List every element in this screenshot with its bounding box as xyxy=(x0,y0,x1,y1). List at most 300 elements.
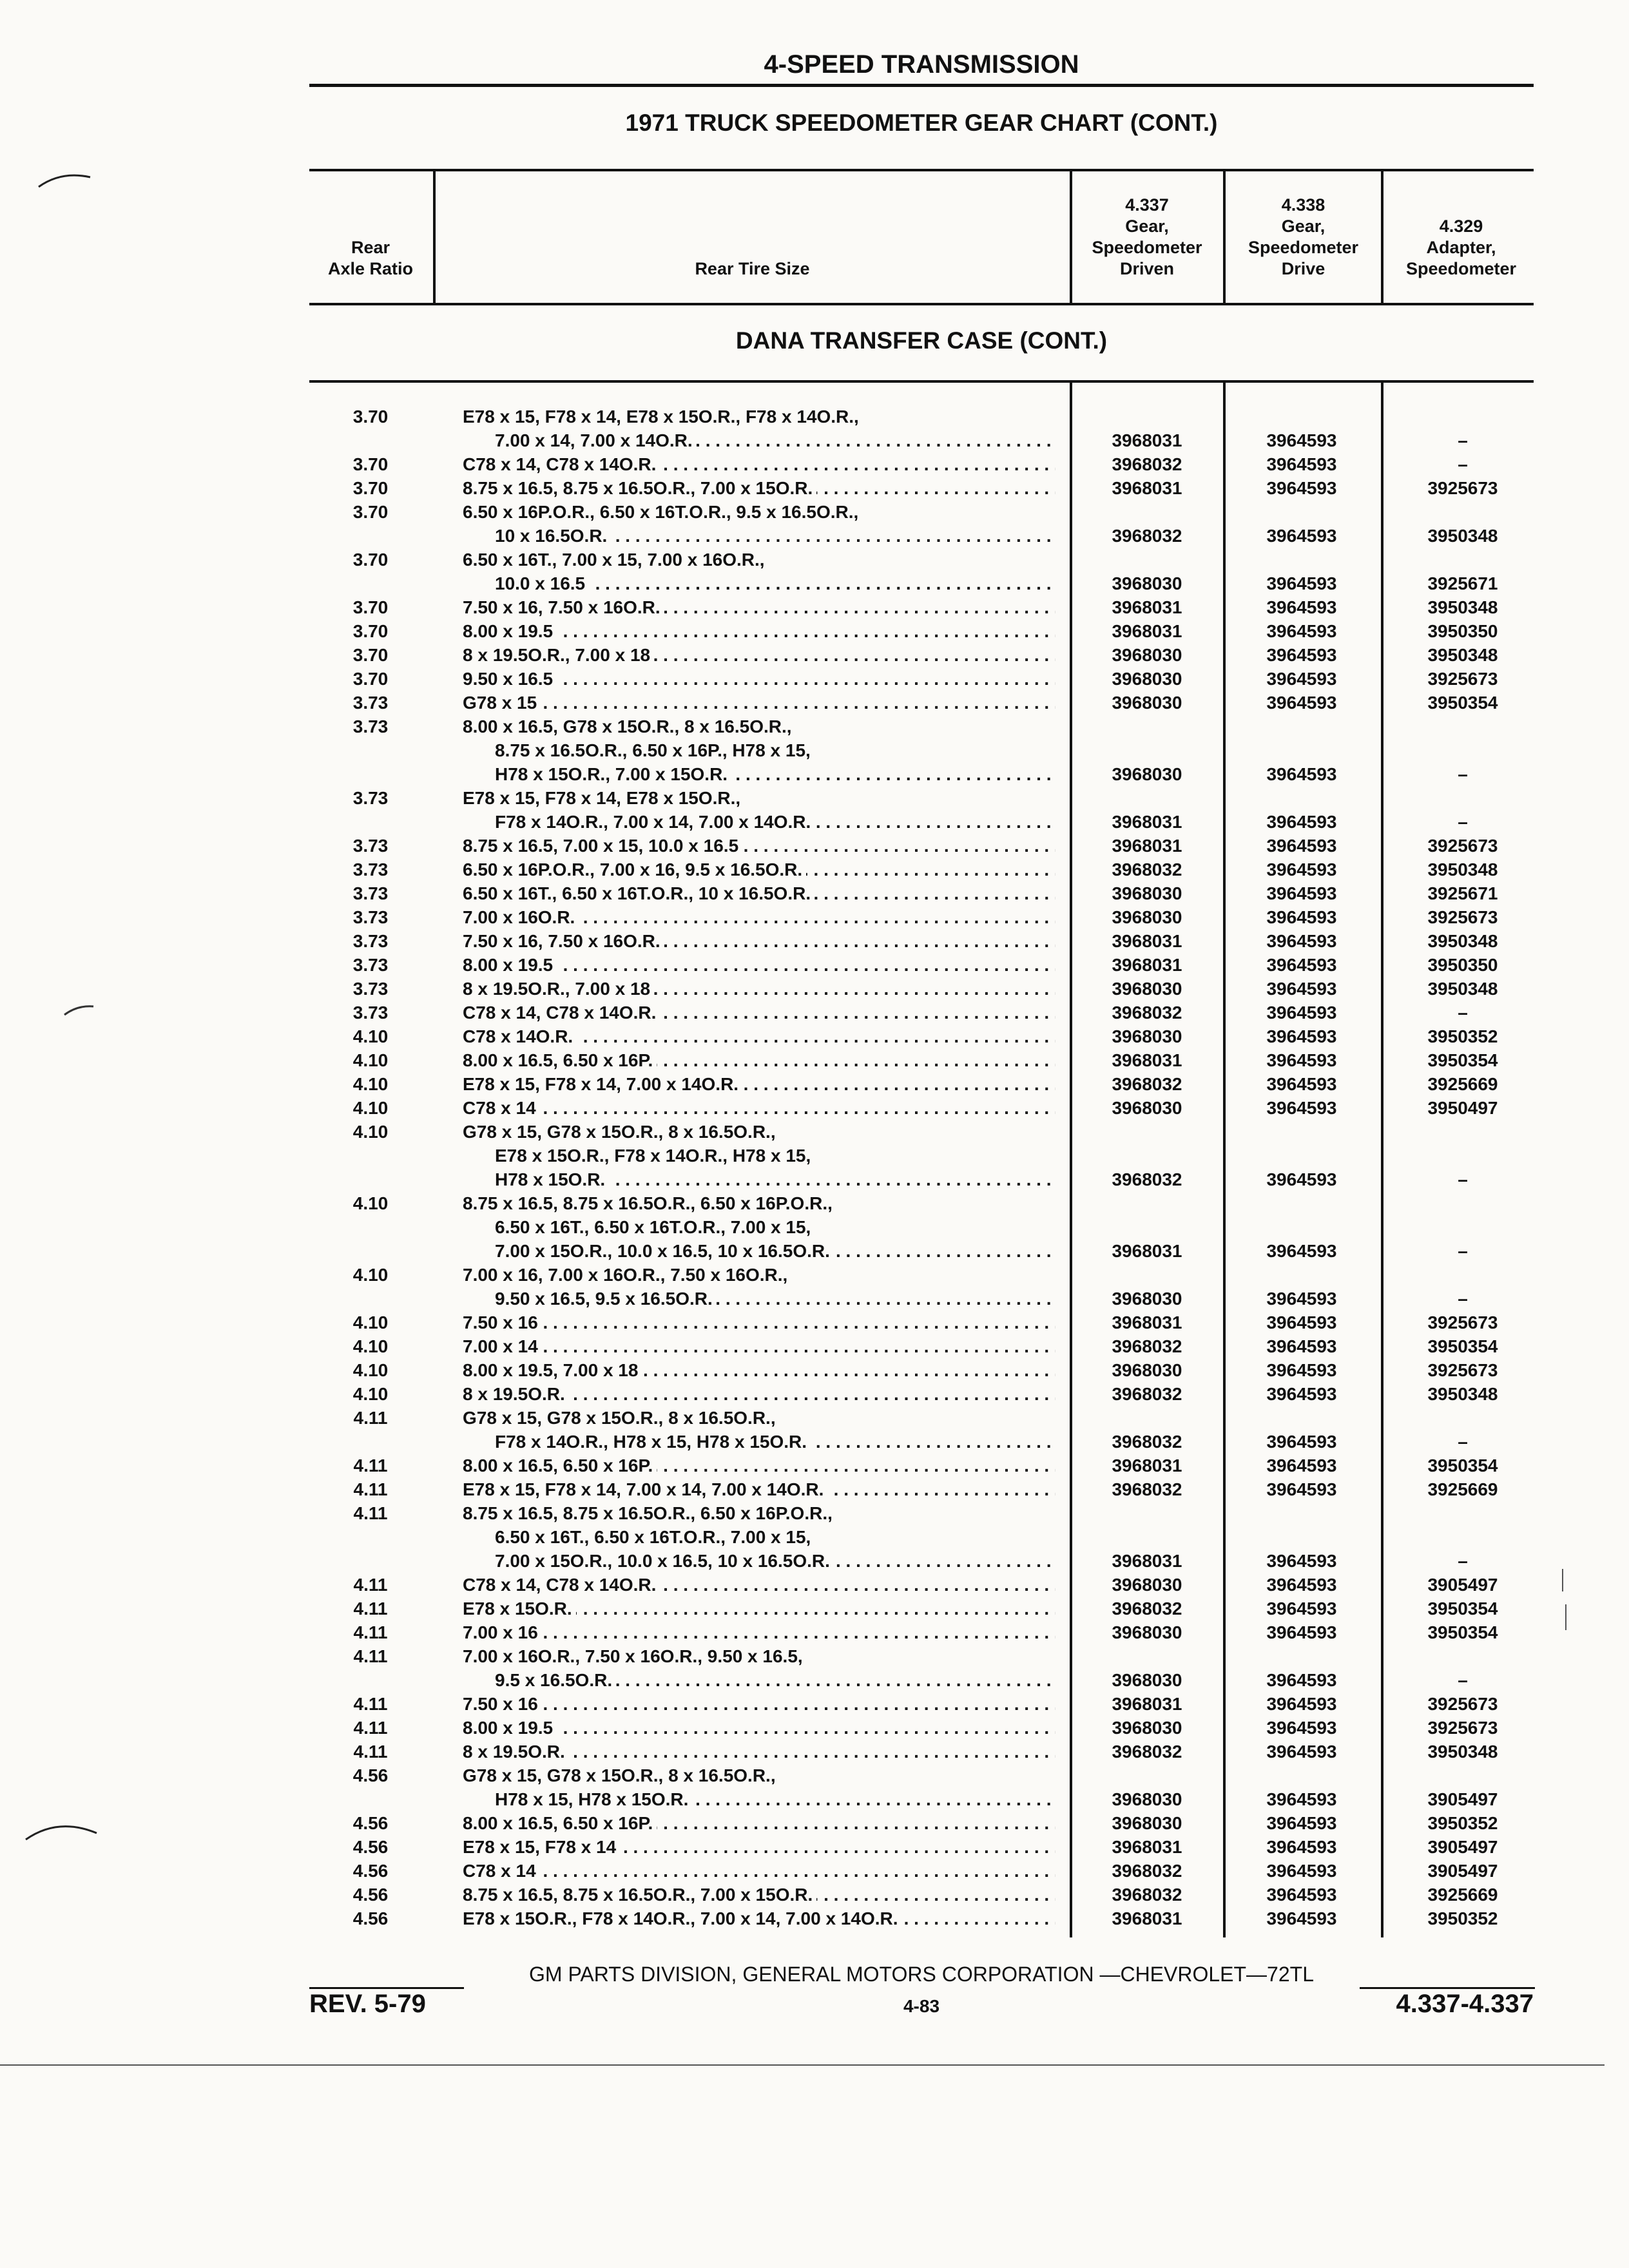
speedometer-adapter: – xyxy=(1458,1003,1468,1023)
speedometer-driven-gear: 3968030 xyxy=(1112,764,1182,784)
rear-axle-ratio: 3.73 xyxy=(352,716,389,736)
rear-axle-ratio: 3.70 xyxy=(352,407,389,427)
footer-publisher: GM PARTS DIVISION, GENERAL MOTORS CORPORATION —CHEVROLET—72TL xyxy=(529,1963,1314,1986)
speedometer-driven-gear: 3968031 xyxy=(1112,1694,1182,1714)
speedometer-drive-gear: 3964593 xyxy=(1266,1074,1337,1094)
speedometer-driven-gear: 3968032 xyxy=(1112,1599,1182,1619)
tire-size-text: 10.0 x 16.5 xyxy=(495,573,589,593)
rear-tire-size xyxy=(463,1835,1055,1859)
speedometer-adapter: 3925671 xyxy=(1427,573,1498,593)
speedometer-driven-gear: 3968031 xyxy=(1112,1551,1182,1571)
speedometer-driven-gear: 3968032 xyxy=(1112,1432,1182,1452)
tire-size-text: E78 x 15, F78 x 14, 7.00 x 14O.R. xyxy=(463,1074,742,1094)
rear-tire-size xyxy=(463,643,1055,667)
speedometer-drive-gear: 3964593 xyxy=(1266,430,1337,450)
header-line: 4.337 xyxy=(1125,195,1169,215)
speedometer-adapter: 3925671 xyxy=(1427,883,1498,903)
tire-size-text: 7.50 x 16, 7.50 x 16O.R. xyxy=(463,597,664,617)
speedometer-driven-gear: 3968031 xyxy=(1112,955,1182,975)
rear-tire-size xyxy=(495,572,1055,595)
speedometer-driven-gear: 3968031 xyxy=(1112,1837,1182,1857)
speedometer-drive-gear: 3964593 xyxy=(1266,1885,1337,1905)
rear-axle-ratio: 4.10 xyxy=(352,1122,389,1142)
speedometer-adapter: 3950350 xyxy=(1427,955,1498,975)
speedometer-adapter: 3950354 xyxy=(1427,1336,1498,1356)
speedometer-drive-gear: 3964593 xyxy=(1266,1551,1337,1571)
rear-tire-size xyxy=(463,1907,1055,1930)
tire-size-text: F78 x 14O.R., H78 x 15, H78 x 15O.R. xyxy=(495,1432,811,1452)
rear-axle-ratio: 4.10 xyxy=(352,1050,389,1070)
rear-axle-ratio: 4.11 xyxy=(353,1718,388,1738)
rear-axle-ratio: 3.73 xyxy=(352,907,389,927)
chart-title: 1971 TRUCK SPEEDOMETER GEAR CHART (CONT.) xyxy=(625,110,1218,136)
tire-size-text: 7.50 x 16 xyxy=(463,1312,542,1332)
tire-size-text: 8 x 19.5O.R. xyxy=(463,1384,569,1404)
rear-axle-ratio: 3.73 xyxy=(352,955,389,975)
speedometer-drive-gear: 3964593 xyxy=(1266,669,1337,689)
tire-size-text: 7.00 x 16O.R., 7.50 x 16O.R., 9.50 x 16.5, xyxy=(463,1646,807,1666)
speedometer-driven-gear: 3968031 xyxy=(1112,597,1182,617)
header-line: 4.329 xyxy=(1439,216,1483,236)
rear-axle-ratio: 4.11 xyxy=(353,1479,388,1499)
tire-size-text: 6.50 x 16P.O.R., 7.00 x 16, 9.5 x 16.5O.R. xyxy=(463,860,806,879)
speedometer-drive-gear: 3964593 xyxy=(1266,979,1337,999)
rear-axle-ratio: 3.70 xyxy=(352,550,389,570)
speedometer-drive-gear: 3964593 xyxy=(1266,1742,1337,1762)
speedometer-driven-gear: 3968030 xyxy=(1112,1789,1182,1809)
rear-tire-size xyxy=(495,1668,1055,1692)
rear-tire-size xyxy=(495,1239,1055,1263)
rear-axle-ratio: 4.10 xyxy=(352,1312,389,1332)
rear-tire-size xyxy=(495,1287,1055,1311)
speedometer-adapter: – xyxy=(1458,764,1468,784)
rear-axle-ratio: 3.70 xyxy=(352,621,389,641)
tire-size-text: G78 x 15, G78 x 15O.R., 8 x 16.5O.R., xyxy=(463,1408,780,1428)
speedometer-adapter: 3925673 xyxy=(1427,1694,1498,1714)
speedometer-adapter: 3905497 xyxy=(1427,1575,1498,1595)
speedometer-drive-gear: 3964593 xyxy=(1266,1050,1337,1070)
speedometer-drive-gear: 3964593 xyxy=(1266,621,1337,641)
footer-page-number: 4-83 xyxy=(903,1996,940,2016)
rear-tire-size xyxy=(495,1430,1055,1454)
speedometer-adapter: 3950352 xyxy=(1427,1026,1498,1046)
speedometer-driven-gear: 3968031 xyxy=(1112,1050,1182,1070)
footer-section-ref: 4.337-4.337 xyxy=(1396,1990,1534,2018)
rear-tire-size xyxy=(495,428,1055,452)
rear-axle-ratio: 3.73 xyxy=(352,931,389,951)
tire-size-text: 8.75 x 16.5, 8.75 x 16.5O.R., 7.00 x 15O.R. xyxy=(463,478,816,498)
tire-size-text: 7.00 x 16O.R. xyxy=(463,907,579,927)
rear-tire-size xyxy=(463,977,1055,1001)
speedometer-drive-gear: 3964593 xyxy=(1266,1718,1337,1738)
header-line: Gear, xyxy=(1281,216,1325,236)
tire-size-text: 7.00 x 15O.R., 10.0 x 16.5, 10 x 16.5O.R. xyxy=(495,1241,834,1261)
speedometer-drive-gear: 3964593 xyxy=(1266,836,1337,856)
speedometer-adapter: 3905497 xyxy=(1427,1789,1498,1809)
tire-size-text: 7.50 x 16 xyxy=(463,1694,542,1714)
rear-tire-size xyxy=(463,1334,1055,1358)
speedometer-driven-gear: 3968032 xyxy=(1112,1074,1182,1094)
speedometer-driven-gear: 3968031 xyxy=(1112,430,1182,450)
rear-axle-ratio: 3.73 xyxy=(352,788,389,808)
speedometer-drive-gear: 3964593 xyxy=(1266,955,1337,975)
speedometer-adapter: 3950354 xyxy=(1427,1456,1498,1475)
rear-axle-ratio: 3.70 xyxy=(352,454,389,474)
tire-size-text: H78 x 15, H78 x 15O.R. xyxy=(495,1789,692,1809)
speedometer-drive-gear: 3964593 xyxy=(1266,1575,1337,1595)
rear-axle-ratio: 4.56 xyxy=(352,1813,389,1833)
speedometer-adapter: 3925673 xyxy=(1427,1312,1498,1332)
header-line: Speedometer xyxy=(1248,238,1359,257)
speedometer-adapter: – xyxy=(1458,1551,1468,1571)
speedometer-driven-gear: 3968032 xyxy=(1112,860,1182,879)
rear-axle-ratio: 4.11 xyxy=(353,1575,388,1595)
rear-axle-ratio: 3.73 xyxy=(352,979,389,999)
speedometer-drive-gear: 3964593 xyxy=(1266,573,1337,593)
rear-tire-size xyxy=(463,858,1055,881)
speedometer-adapter: 3950348 xyxy=(1427,526,1498,546)
speedometer-drive-gear: 3964593 xyxy=(1266,478,1337,498)
rear-axle-ratio: 4.11 xyxy=(353,1456,388,1475)
rear-tire-size xyxy=(463,1859,1055,1883)
speedometer-drive-gear: 3964593 xyxy=(1266,597,1337,617)
speedometer-drive-gear: 3964593 xyxy=(1266,1479,1337,1499)
tire-size-text: C78 x 14, C78 x 14O.R. xyxy=(463,1003,660,1023)
speedometer-driven-gear: 3968031 xyxy=(1112,931,1182,951)
speedometer-driven-gear: 3968030 xyxy=(1112,979,1182,999)
rear-tire-size xyxy=(463,1024,1055,1048)
speedometer-adapter: 3905497 xyxy=(1427,1861,1498,1881)
speedometer-drive-gear: 3964593 xyxy=(1266,693,1337,713)
speedometer-drive-gear: 3964593 xyxy=(1266,1169,1337,1189)
speedometer-drive-gear: 3964593 xyxy=(1266,526,1337,546)
tire-size-text: 8 x 19.5O.R., 7.00 x 18 xyxy=(463,979,654,999)
rear-axle-ratio: 4.11 xyxy=(353,1599,388,1619)
tire-size-text: 8.00 x 19.5 xyxy=(463,621,557,641)
speedometer-driven-gear: 3968030 xyxy=(1112,645,1182,665)
speedometer-adapter: 3925673 xyxy=(1427,669,1498,689)
speedometer-adapter: 3950352 xyxy=(1427,1813,1498,1833)
tire-size-text: 6.50 x 16T., 7.00 x 15, 7.00 x 16O.R., xyxy=(463,550,769,570)
speedometer-driven-gear: 3968032 xyxy=(1112,454,1182,474)
tire-size-text: 8.75 x 16.5, 8.75 x 16.5O.R., 7.00 x 15O.R. xyxy=(463,1885,816,1905)
tire-size-text: 10 x 16.5O.R. xyxy=(495,526,611,546)
speedometer-adapter: – xyxy=(1458,812,1468,832)
rear-tire-size xyxy=(463,691,1055,715)
speedometer-driven-gear: 3968030 xyxy=(1112,1670,1182,1690)
rear-axle-ratio: 4.11 xyxy=(353,1646,388,1666)
speedometer-adapter: 3950348 xyxy=(1427,979,1498,999)
rear-tire-size xyxy=(463,476,1055,500)
speedometer-driven-gear: 3968031 xyxy=(1112,1456,1182,1475)
tire-size-text: F78 x 14O.R., 7.00 x 14, 7.00 x 14O.R. xyxy=(495,812,815,832)
rear-axle-ratio: 4.11 xyxy=(353,1694,388,1714)
speedometer-adapter: 3925669 xyxy=(1427,1074,1498,1094)
rear-tire-size xyxy=(463,1883,1055,1907)
speedometer-drive-gear: 3964593 xyxy=(1266,907,1337,927)
header-line: 4.338 xyxy=(1281,195,1325,215)
speedometer-driven-gear: 3968030 xyxy=(1112,669,1182,689)
tire-size-text: H78 x 15O.R., 7.00 x 15O.R. xyxy=(495,764,731,784)
rear-tire-size xyxy=(463,452,1055,476)
tire-size-text: E78 x 15, F78 x 14, 7.00 x 14, 7.00 x 14O.R. xyxy=(463,1479,827,1499)
speedometer-drive-gear: 3964593 xyxy=(1266,1026,1337,1046)
speedometer-adapter: 3950350 xyxy=(1427,621,1498,641)
rear-tire-size xyxy=(495,524,1055,548)
rear-axle-ratio: 3.70 xyxy=(352,669,389,689)
rear-axle-ratio: 4.10 xyxy=(352,1265,389,1285)
speedometer-adapter: – xyxy=(1458,430,1468,450)
speedometer-driven-gear: 3968030 xyxy=(1112,693,1182,713)
speedometer-adapter: 3905497 xyxy=(1427,1837,1498,1857)
speedometer-drive-gear: 3964593 xyxy=(1266,1861,1337,1881)
rear-tire-size xyxy=(463,1716,1055,1740)
rear-tire-size xyxy=(463,667,1055,691)
rear-tire-size xyxy=(463,881,1055,905)
rear-axle-ratio: 3.70 xyxy=(352,502,389,522)
speedometer-adapter: – xyxy=(1458,1670,1468,1690)
rear-axle-ratio: 4.10 xyxy=(352,1384,389,1404)
speedometer-driven-gear: 3968032 xyxy=(1112,1861,1182,1881)
speedometer-driven-gear: 3968030 xyxy=(1112,1813,1182,1833)
rear-axle-ratio: 4.10 xyxy=(352,1193,389,1213)
speedometer-driven-gear: 3968032 xyxy=(1112,1336,1182,1356)
speedometer-driven-gear: 3968030 xyxy=(1112,1289,1182,1309)
tire-size-text: 7.00 x 14 xyxy=(463,1336,542,1356)
rear-axle-ratio: 4.56 xyxy=(352,1765,389,1785)
rear-axle-ratio: 3.70 xyxy=(352,478,389,498)
rear-tire-size xyxy=(463,905,1055,929)
tire-size-text: 8.00 x 16.5, 6.50 x 16P. xyxy=(463,1813,657,1833)
speedometer-drive-gear: 3964593 xyxy=(1266,454,1337,474)
speedometer-driven-gear: 3968030 xyxy=(1112,573,1182,593)
footer-revision: REV. 5-79 xyxy=(309,1990,426,2018)
tire-size-text: E78 x 15, F78 x 14 xyxy=(463,1837,620,1857)
speedometer-drive-gear: 3964593 xyxy=(1266,1694,1337,1714)
tire-size-text: 8.00 x 19.5, 7.00 x 18 xyxy=(463,1360,642,1380)
rear-tire-size xyxy=(463,1620,1055,1644)
tire-size-text: 7.00 x 15O.R., 10.0 x 16.5, 10 x 16.5O.R. xyxy=(495,1551,834,1571)
speedometer-adapter: – xyxy=(1458,1169,1468,1189)
speedometer-driven-gear: 3968032 xyxy=(1112,1742,1182,1762)
rear-axle-ratio: 4.56 xyxy=(352,1908,389,1928)
speedometer-drive-gear: 3964593 xyxy=(1266,1789,1337,1809)
speedometer-adapter: 3950354 xyxy=(1427,1599,1498,1619)
speedometer-adapter: 3925673 xyxy=(1427,478,1498,498)
tire-size-text: 6.50 x 16T., 6.50 x 16T.O.R., 10 x 16.5O.R. xyxy=(463,883,815,903)
rear-tire-size xyxy=(463,619,1055,643)
speedometer-driven-gear: 3968032 xyxy=(1112,526,1182,546)
tire-size-text: C78 x 14 xyxy=(463,1861,540,1881)
speedometer-driven-gear: 3968032 xyxy=(1112,1885,1182,1905)
rear-tire-size xyxy=(463,595,1055,619)
rear-axle-ratio: 4.56 xyxy=(352,1837,389,1857)
rear-tire-size xyxy=(463,1811,1055,1835)
tire-size-text: E78 x 15O.R., F78 x 14O.R., H78 x 15, xyxy=(495,1146,815,1166)
header-line: Adapter, xyxy=(1426,238,1496,257)
rear-axle-ratio: 4.11 xyxy=(353,1742,388,1762)
rear-tire-size xyxy=(463,1001,1055,1024)
speedometer-drive-gear: 3964593 xyxy=(1266,645,1337,665)
speedometer-driven-gear: 3968032 xyxy=(1112,1003,1182,1023)
speedometer-adapter: 3925673 xyxy=(1427,907,1498,927)
section-subheading: DANA TRANSFER CASE (CONT.) xyxy=(735,327,1108,354)
speedometer-drive-gear: 3964593 xyxy=(1266,1336,1337,1356)
speedometer-drive-gear: 3964593 xyxy=(1266,1360,1337,1380)
rear-axle-ratio: 3.73 xyxy=(352,860,389,879)
speedometer-driven-gear: 3968030 xyxy=(1112,1622,1182,1642)
rear-axle-ratio: 4.11 xyxy=(353,1622,388,1642)
rear-tire-size xyxy=(463,1096,1055,1120)
speedometer-adapter: 3925673 xyxy=(1427,1360,1498,1380)
rear-tire-size xyxy=(463,953,1055,977)
speedometer-drive-gear: 3964593 xyxy=(1266,931,1337,951)
rear-tire-size xyxy=(495,1549,1055,1573)
tire-size-text: 6.50 x 16T., 6.50 x 16T.O.R., 7.00 x 15, xyxy=(495,1527,815,1547)
rear-axle-ratio: 4.11 xyxy=(353,1408,388,1428)
tire-size-text: 6.50 x 16T., 6.50 x 16T.O.R., 7.00 x 15, xyxy=(495,1217,815,1237)
tire-size-text: C78 x 14, C78 x 14O.R. xyxy=(463,1575,660,1595)
tire-size-text: 8 x 19.5O.R. xyxy=(463,1742,569,1762)
tire-size-text: 8.00 x 16.5, 6.50 x 16P. xyxy=(463,1050,657,1070)
speedometer-drive-gear: 3964593 xyxy=(1266,1837,1337,1857)
header-line: Driven xyxy=(1119,259,1175,278)
rear-tire-size xyxy=(463,1382,1055,1406)
speedometer-drive-gear: 3964593 xyxy=(1266,860,1337,879)
rear-axle-ratio: 4.11 xyxy=(353,1503,388,1523)
header-line: Axle Ratio xyxy=(327,259,414,278)
speedometer-drive-gear: 3964593 xyxy=(1266,1241,1337,1261)
header-rear-tire-size: Rear Tire Size xyxy=(695,259,810,278)
rear-axle-ratio: 3.73 xyxy=(352,1003,389,1023)
speedometer-driven-gear: 3968030 xyxy=(1112,1098,1182,1118)
rear-axle-ratio: 3.70 xyxy=(352,645,389,665)
tire-size-text: 9.5 x 16.5O.R. xyxy=(495,1670,616,1690)
speedometer-drive-gear: 3964593 xyxy=(1266,1312,1337,1332)
speedometer-adapter: 3925669 xyxy=(1427,1479,1498,1499)
speedometer-driven-gear: 3968032 xyxy=(1112,1384,1182,1404)
tire-size-text: C78 x 14, C78 x 14O.R. xyxy=(463,454,660,474)
section-title: 4-SPEED TRANSMISSION xyxy=(764,50,1079,79)
rear-axle-ratio: 4.56 xyxy=(352,1861,389,1881)
rear-axle-ratio: 3.73 xyxy=(352,883,389,903)
speedometer-drive-gear: 3964593 xyxy=(1266,1003,1337,1023)
speedometer-driven-gear: 3968031 xyxy=(1112,1908,1182,1928)
tire-size-text: 7.00 x 16, 7.00 x 16O.R., 7.50 x 16O.R., xyxy=(463,1265,791,1285)
speedometer-driven-gear: 3968031 xyxy=(1112,812,1182,832)
rear-tire-size xyxy=(463,1311,1055,1334)
header-line: Speedometer xyxy=(1405,259,1517,278)
tire-size-text: 8.75 x 16.5, 8.75 x 16.5O.R., 6.50 x 16P.O.R., xyxy=(463,1503,836,1523)
speedometer-driven-gear: 3968032 xyxy=(1112,1169,1182,1189)
tire-size-text: 8.00 x 16.5, G78 x 15O.R., 8 x 16.5O.R., xyxy=(463,716,796,736)
speedometer-drive-gear: 3964593 xyxy=(1266,1098,1337,1118)
tire-size-text: E78 x 15, F78 x 14, E78 x 15O.R., xyxy=(463,788,744,808)
rear-tire-size xyxy=(463,1597,1055,1620)
speedometer-drive-gear: 3964593 xyxy=(1266,1456,1337,1475)
speedometer-adapter: 3950348 xyxy=(1427,860,1498,879)
rear-axle-ratio: 3.73 xyxy=(352,693,389,713)
speedometer-driven-gear: 3968030 xyxy=(1112,1360,1182,1380)
speedometer-adapter: 3950348 xyxy=(1427,597,1498,617)
rear-axle-ratio: 4.56 xyxy=(352,1885,389,1905)
rear-tire-size xyxy=(463,1454,1055,1477)
speedometer-driven-gear: 3968031 xyxy=(1112,1241,1182,1261)
header-line: Drive xyxy=(1281,259,1325,278)
speedometer-adapter: 3950354 xyxy=(1427,693,1498,713)
rear-axle-ratio: 4.10 xyxy=(352,1026,389,1046)
speedometer-adapter: 3950348 xyxy=(1427,931,1498,951)
rear-tire-size xyxy=(495,762,1055,786)
rear-axle-ratio: 3.70 xyxy=(352,597,389,617)
rear-tire-size xyxy=(495,1787,1055,1811)
rear-tire-size xyxy=(463,929,1055,953)
rear-axle-ratio: 4.10 xyxy=(352,1098,389,1118)
tire-size-text: C78 x 14 xyxy=(463,1098,540,1118)
speedometer-drive-gear: 3964593 xyxy=(1266,1813,1337,1833)
tire-size-text: G78 x 15 xyxy=(463,693,541,713)
tire-size-text: 6.50 x 16P.O.R., 6.50 x 16T.O.R., 9.5 x 16.5O.R., xyxy=(463,502,862,522)
header-line: Rear xyxy=(351,238,390,257)
rear-axle-ratio: 4.10 xyxy=(352,1336,389,1356)
rear-tire-size xyxy=(463,1740,1055,1763)
header-line: Gear, xyxy=(1125,216,1169,236)
speedometer-driven-gear: 3968031 xyxy=(1112,1312,1182,1332)
speedometer-adapter: 3925673 xyxy=(1427,836,1498,856)
speedometer-driven-gear: 3968031 xyxy=(1112,621,1182,641)
tire-size-text: E78 x 15O.R., F78 x 14O.R., 7.00 x 14, 7.00 x 14O.R. xyxy=(463,1908,902,1928)
speedometer-driven-gear: 3968031 xyxy=(1112,836,1182,856)
speedometer-drive-gear: 3964593 xyxy=(1266,764,1337,784)
speedometer-adapter: 3925669 xyxy=(1427,1885,1498,1905)
speedometer-driven-gear: 3968030 xyxy=(1112,1575,1182,1595)
speedometer-adapter: 3950352 xyxy=(1427,1908,1498,1928)
tire-size-text: 8.75 x 16.5, 7.00 x 15, 10.0 x 16.5 xyxy=(463,836,742,856)
tire-size-text: H78 x 15O.R. xyxy=(495,1169,609,1189)
speedometer-driven-gear: 3968030 xyxy=(1112,1026,1182,1046)
speedometer-adapter: 3925673 xyxy=(1427,1718,1498,1738)
speedometer-driven-gear: 3968031 xyxy=(1112,478,1182,498)
tire-size-text: G78 x 15, G78 x 15O.R., 8 x 16.5O.R., xyxy=(463,1122,780,1142)
rear-tire-size xyxy=(463,1358,1055,1382)
tire-size-text: 8.00 x 16.5, 6.50 x 16P. xyxy=(463,1456,657,1475)
tire-size-text: 7.00 x 16 xyxy=(463,1622,542,1642)
speedometer-drive-gear: 3964593 xyxy=(1266,1384,1337,1404)
speedometer-adapter: – xyxy=(1458,1432,1468,1452)
tire-size-text: 8.75 x 16.5, 8.75 x 16.5O.R., 6.50 x 16P.O.R., xyxy=(463,1193,836,1213)
speedometer-driven-gear: 3968030 xyxy=(1112,883,1182,903)
tire-size-text: 8.00 x 19.5 xyxy=(463,955,557,975)
speedometer-adapter: 3950354 xyxy=(1427,1050,1498,1070)
tire-size-text: 8.75 x 16.5O.R., 6.50 x 16P., H78 x 15, xyxy=(495,740,815,760)
speedometer-driven-gear: 3968032 xyxy=(1112,1479,1182,1499)
speedometer-adapter: 3950348 xyxy=(1427,1742,1498,1762)
speedometer-adapter: 3950348 xyxy=(1427,645,1498,665)
speedometer-adapter: – xyxy=(1458,1289,1468,1309)
speedometer-driven-gear: 3968030 xyxy=(1112,907,1182,927)
speedometer-adapter: – xyxy=(1458,454,1468,474)
speedometer-adapter: 3950354 xyxy=(1427,1622,1498,1642)
rear-tire-size xyxy=(463,1692,1055,1716)
rear-axle-ratio: 4.10 xyxy=(352,1074,389,1094)
rear-tire-size xyxy=(463,1477,1055,1501)
speedometer-drive-gear: 3964593 xyxy=(1266,1908,1337,1928)
speedometer-adapter: – xyxy=(1458,1241,1468,1261)
tire-size-text: 7.00 x 14, 7.00 x 14O.R. xyxy=(495,430,697,450)
speedometer-drive-gear: 3964593 xyxy=(1266,1670,1337,1690)
tire-size-text: C78 x 14O.R. xyxy=(463,1026,577,1046)
tire-size-text: 9.50 x 16.5 xyxy=(463,669,557,689)
